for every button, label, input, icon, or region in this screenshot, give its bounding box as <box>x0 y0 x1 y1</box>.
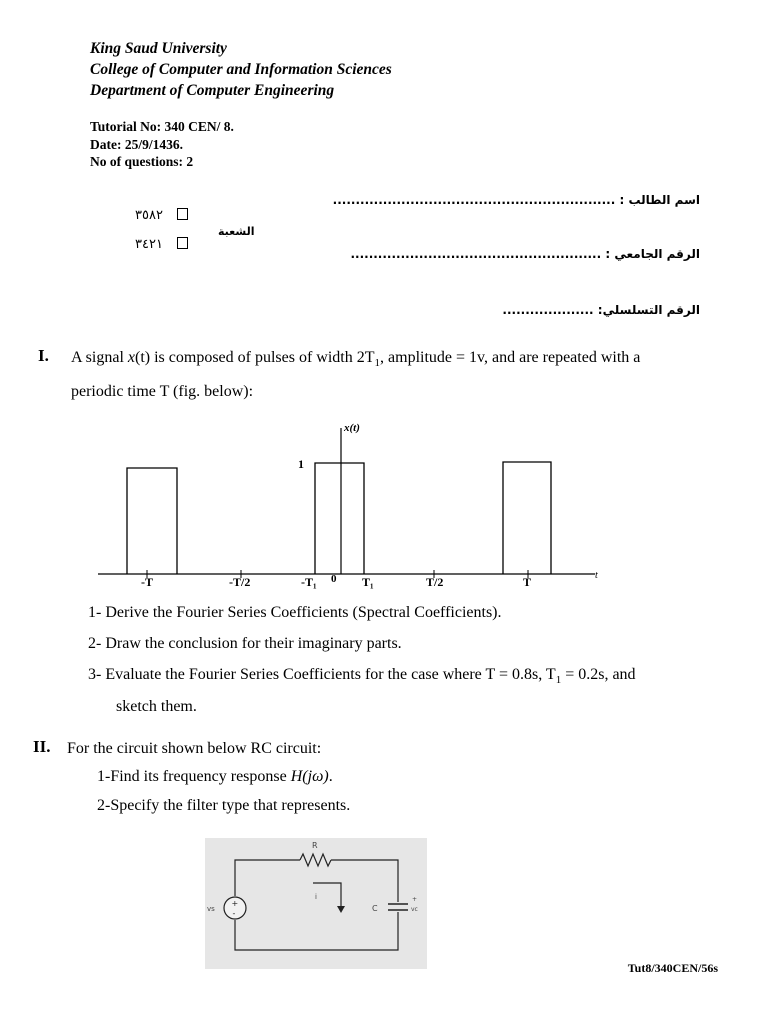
origin-label: 0 <box>331 573 337 585</box>
rc-circuit-figure <box>205 838 427 969</box>
q1-item-3-subscript: 1 <box>555 674 562 687</box>
question-count: No of questions: 2 <box>90 154 194 169</box>
tick-label: T₁ <box>362 575 374 589</box>
pulse-center <box>315 463 364 574</box>
capacitor-plus-icon: + <box>412 896 418 903</box>
q1-item-1: 1- Derive the Fourier Series Coefficients (Spectral Coefficients). <box>88 604 502 621</box>
pulse-train-figure <box>90 420 610 595</box>
capacitor-label: C <box>372 904 378 913</box>
q1-item-3-part: 3- Evaluate the Fourier Series Coefficients for the case where T = 0.8s, T <box>88 666 556 683</box>
plus-sign-icon: + <box>231 899 239 908</box>
question-2-text: For the circuit shown below RC circuit: <box>67 740 322 757</box>
student-name-field <box>333 193 700 207</box>
checkbox-icon[interactable] <box>177 208 188 220</box>
tutorial-date: Date: 25/9/1436. <box>90 136 183 152</box>
student-id-blank[interactable]: ....................................................... <box>350 247 602 261</box>
q1-text-part: A signal <box>71 349 128 366</box>
question-1-text-line2: periodic time T (fig. below): <box>71 383 254 400</box>
section-option-1-text: ٣٥٨٢ <box>135 208 163 223</box>
q2-item-1-part: . <box>328 768 333 785</box>
question-1-number: I. <box>38 346 49 365</box>
university-name: King Saud University <box>90 40 227 57</box>
q1-text-part: (t) is composed of pulses of width 2T <box>135 349 375 366</box>
q2-item-1-part: 1-Find its frequency response <box>97 768 291 785</box>
q1-item-3-line2: sketch them. <box>116 698 197 715</box>
question-2-number: II. <box>33 737 51 756</box>
tick-label: -T/2 <box>229 575 251 589</box>
output-voltage-label: vc <box>411 906 418 913</box>
tick-label: T/2 <box>426 575 444 589</box>
student-id-field <box>350 247 700 261</box>
q1-subscript: 1 <box>374 357 381 370</box>
q2-item-1 <box>97 766 333 788</box>
tutorial-meta <box>90 118 234 171</box>
current-label: i <box>315 893 317 901</box>
serial-number-field <box>502 303 700 317</box>
q1-text-part: , amplitude = 1v, and are repeated with a <box>380 349 641 366</box>
source-label: vs <box>207 905 215 913</box>
q1-signal-var: x <box>127 349 135 366</box>
department-name: Department of Computer Engineering <box>90 82 335 99</box>
section-option-2[interactable] <box>135 237 198 252</box>
question-1-text <box>71 347 640 374</box>
x-axis-label: t <box>595 570 598 581</box>
document-code: Tut8/340CEN/56s <box>627 961 718 975</box>
student-name-label: اسم الطالب : <box>619 193 700 207</box>
q2-item-2: 2-Specify the filter type that represents. <box>97 797 351 814</box>
section-option-1[interactable] <box>135 208 198 223</box>
pulse-left <box>127 468 177 574</box>
section-label: الشعبة <box>218 225 255 238</box>
amplitude-label: 1 <box>298 457 304 471</box>
q1-item-3 <box>88 666 636 686</box>
section-option-2-text: ٣٤٢١ <box>135 237 163 252</box>
tick-label: T <box>523 575 532 589</box>
q1-item-2: 2- Draw the conclusion for their imaginary parts. <box>88 635 402 652</box>
student-id-label: الرقم الجامعي : <box>605 247 700 261</box>
y-axis-label: x(t) <box>344 422 360 434</box>
q1-item-3-part: = 0.2s, and <box>561 666 636 683</box>
university-header <box>90 38 392 101</box>
q2-frequency-response: H(jω) <box>290 768 329 785</box>
college-name: College of Computer and Information Sciences <box>90 61 392 78</box>
serial-number-blank[interactable]: .................... <box>502 303 594 317</box>
tutorial-number: Tutorial No: 340 CEN/ 8. <box>90 119 234 134</box>
tick-label: -T₁ <box>301 575 317 589</box>
tick-label: -T <box>141 575 153 589</box>
minus-sign-icon: - <box>232 909 236 918</box>
serial-number-label: الرقم التسلسلي: <box>597 303 700 317</box>
resistor-label: R <box>312 841 318 850</box>
pulse-right <box>503 462 551 574</box>
checkbox-icon[interactable] <box>177 237 188 249</box>
student-name-blank[interactable]: .............................................................. <box>332 193 616 207</box>
